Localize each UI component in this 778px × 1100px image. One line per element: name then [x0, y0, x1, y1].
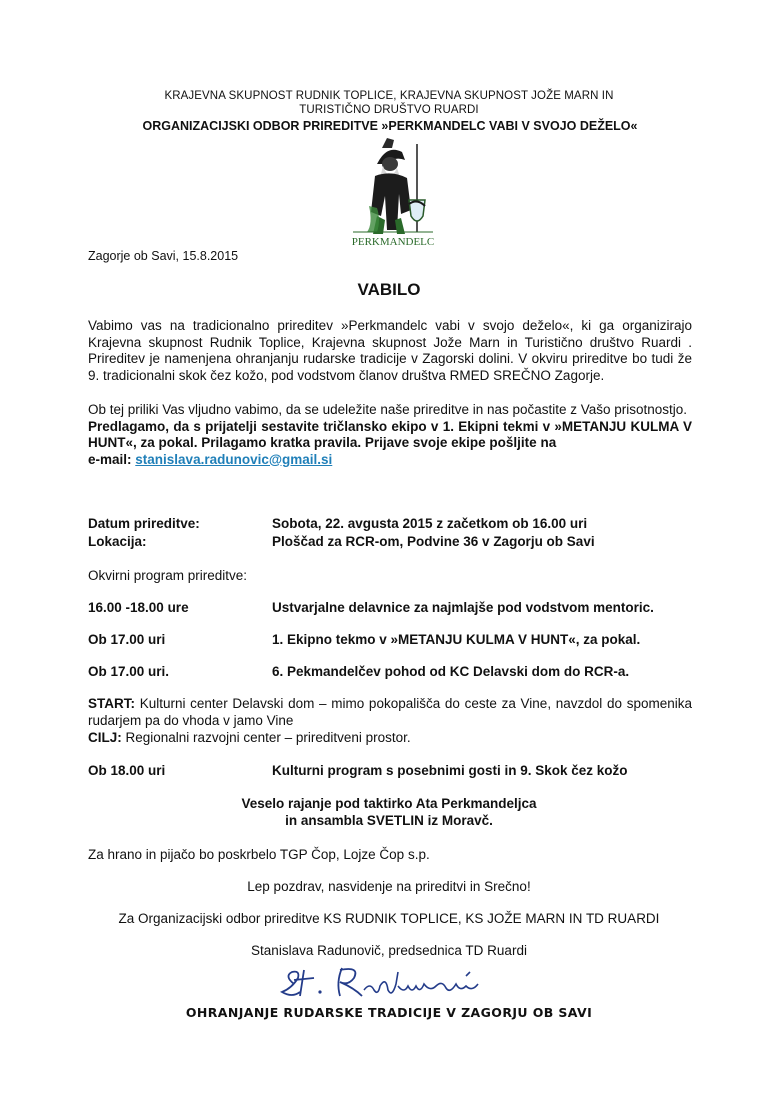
header-committee: ORGANIZACIJSKI ODBOR PRIREDITVE »PERKMANDELC VABI V SVOJO DEŽELO«: [142, 119, 638, 133]
logo-text: PERKMANDELC: [351, 236, 435, 248]
program-time: Ob 17.00 uri.: [88, 664, 170, 679]
route-start-text: Kulturni center Delavski dom – mimo pokopališča do ceste za Vine, navzdol do spomenika rudarjem pa do vhoda v jamo Vine: [88, 696, 692, 728]
intro-paragraph: Vabimo vas na tradicionalno prireditev »Perkmandelc vabi v svojo deželo«, ki ga organizirajo Krajevna skupnost Rudnik Toplice, Krajevna skupnost Jože Marn in Turistično društvo Ruardi . Prireditev je namenjena ohranjanju rudarske tradicije v Zagorski dolini. V okviru prireditve bo tudi že 9. tradicionalni skok čez kožo, pod vodstvom članov društva RMED SREČNO Zagorje.: [88, 318, 692, 383]
event-location-value: Ploščad za RCR-om, Podvine 36 v Zagorju ob Savi: [272, 534, 595, 549]
perkmandelc-miner-logo-icon: [347, 134, 439, 250]
route-start-label: START:: [88, 696, 135, 711]
program-desc: Ustvarjalne delavnice za najmlajše pod vodstvom mentoric.: [272, 600, 654, 615]
closing-line-2: in ansambla SVETLIN iz Moravč.: [285, 813, 493, 828]
program-time: Ob 17.00 uri: [88, 632, 166, 647]
page-title: VABILO: [357, 280, 421, 299]
invite-text: Ob tej priliki Vas vljudno vabimo, da se udeležite naše prireditve in nas počastite z Vašo prisotnostjo.: [88, 402, 688, 417]
route-description: [88, 695, 692, 746]
invite-paragraph: [88, 402, 692, 468]
email-link[interactable]: stanislava.radunovic@gmail.si: [135, 451, 333, 467]
closing-line-1: Veselo rajanje pod taktirko Ata Perkmandeljca: [241, 796, 537, 811]
event-location-label: Lokacija:: [88, 534, 147, 549]
email-label: e-mail:: [88, 451, 132, 467]
event-date-label: Datum prireditve:: [88, 516, 200, 531]
event-date-value: Sobota, 22. avgusta 2015 z začetkom ob 16.00 uri: [272, 516, 588, 531]
program-time: Ob 18.00 uri: [88, 763, 166, 778]
program-desc: 1. Ekipno tekmo v »METANJU KULMA V HUNT«, za pokal.: [272, 632, 641, 647]
header-organizers: [80, 89, 698, 117]
header-line-2: TURISTIČNO DRUŠTVO RUARDI: [299, 104, 479, 116]
document-date: Zagorje ob Savi, 15.8.2015: [88, 249, 239, 263]
program-time: 16.00 -18.00 ure: [88, 600, 189, 615]
invite-proposal: Predlagamo, da s prijatelji sestavite tričlansko ekipo v 1. Ekipni tekmi v »METANJU KULMA V HUNT«, za pokal. Prilagamo kratka pravila. Prijave svoje ekipe pošljite na: [88, 418, 692, 450]
food-note: Za hrano in pijačo bo poskrbelo TGP Čop, Lojze Čop s.p.: [88, 847, 430, 862]
footer-slogan: OHRANJANJE RUDARSKE TRADICIJE V ZAGORJU OB SAVI: [185, 1005, 593, 1020]
organizer-signoff: Za Organizacijski odbor prireditve KS RUDNIK TOPLICE, KS JOŽE MARN IN TD RUARDI: [118, 911, 660, 926]
route-cilj-text: Regionalni razvojni center – prireditveni prostor.: [125, 730, 411, 745]
program-desc: Kulturni program s posebnimi gosti in 9. Skok čez kožo: [272, 763, 628, 778]
route-cilj-label: CILJ:: [88, 730, 122, 745]
header-line-1: KRAJEVNA SKUPNOST RUDNIK TOPLICE, KRAJEVNA SKUPNOST JOŽE MARN IN: [164, 90, 614, 102]
greeting: Lep pozdrav, nasvidenje na prireditvi in Srečno!: [247, 879, 531, 894]
program-desc: 6. Pekmandelčev pohod od KC Delavski dom do RCR-a.: [272, 664, 630, 679]
handwritten-signature-icon: [270, 962, 500, 1006]
program-title: Okvirni program prireditve:: [88, 568, 248, 583]
signer-name: Stanislava Radunovič, predsednica TD Ruardi: [251, 943, 527, 958]
